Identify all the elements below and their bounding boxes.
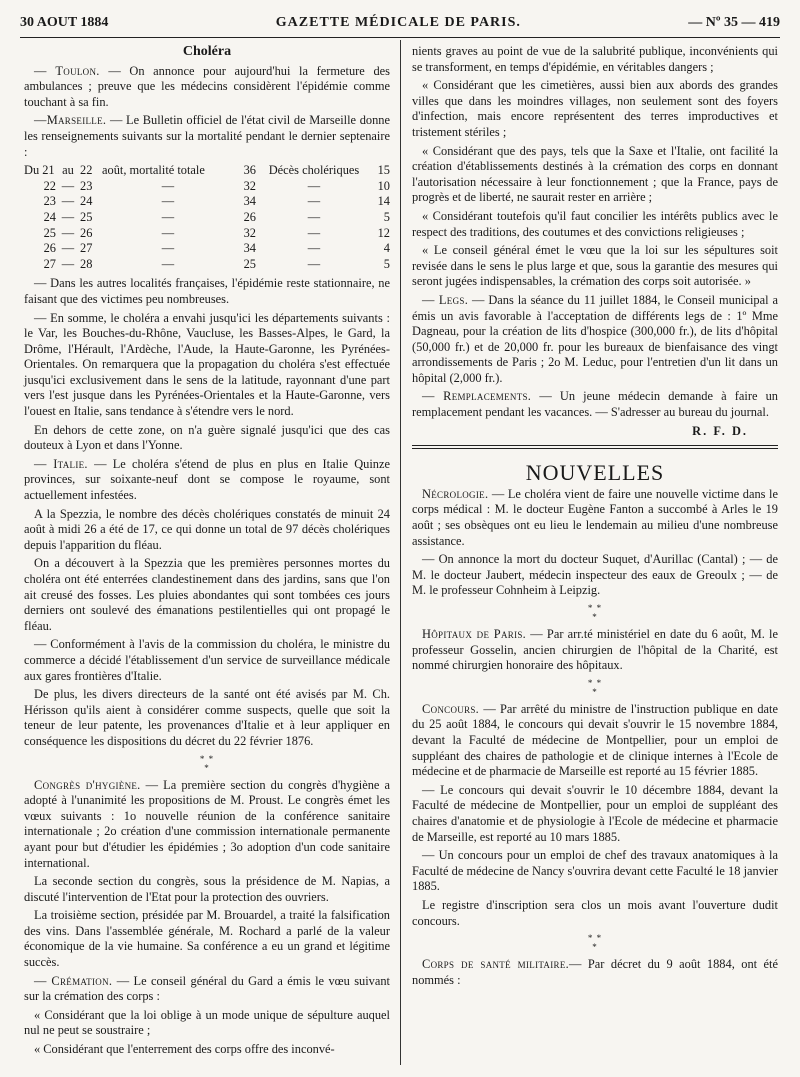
table-cell: 27 xyxy=(43,256,56,271)
journal-title: GAZETTE MÉDICALE DE PARIS. xyxy=(275,15,521,30)
table-cell: 25 xyxy=(43,225,56,240)
dash: — xyxy=(61,241,75,256)
paragraph-considerant-2: « Considérant que l'enterrement des corps offre des inconvé- xyxy=(34,1042,335,1057)
paragraph-spezzia: A la Spezzia, le nombre des décès cholériques constatés de minuit 24 août à midi 26 a été de 17, ce qui donne un total de 97 décès cholériques depuis l'apparition du fléau. xyxy=(24,506,390,552)
dash: — xyxy=(307,256,321,271)
marseille-text: — Le Bulletin officiel de l'état civil de Marseille donne les renseignements suivants sur la mortalité pendant le dernier septenaire : xyxy=(24,113,390,159)
paragraph-saxe: « Considérant que des pays, tels que la Saxe et l'Italie, ont facilité la création d'établissements destinés à la crémation des corps en donnant l'autorisation nécessaire à leur fonctionnement ; que la France, pays de progrès et de liberté, ne saurait rester en arrière ; xyxy=(412,143,778,205)
paragraph-concours-2: — Le concours qui devait s'ouvrir le 10 décembre 1884, devant la Faculté de médecine de Montpellier, pour un emploi de suppléant des chaires d'anatomie et de physiologie à l'Ecole de médecine et pharmacie de Marseille, est reporté au 10 mars 1885. xyxy=(412,782,778,844)
asterism-separator: * * * xyxy=(587,603,603,622)
table-cell: 26 xyxy=(80,225,93,240)
table-row-header xyxy=(24,163,390,179)
dash: — xyxy=(307,194,321,209)
page-number: — Nº 35 — 419 xyxy=(688,15,780,30)
legs-head: — Legs. xyxy=(422,292,469,307)
legs-paragraph xyxy=(412,293,778,387)
asterism-separator: * * * xyxy=(199,753,215,773)
asterism-separator: * * * xyxy=(587,933,603,953)
table-cell: 25 xyxy=(80,209,93,224)
table-row xyxy=(24,226,390,242)
remplacements-head: — Remplacements. xyxy=(422,389,532,404)
section-rule xyxy=(412,445,778,449)
right-column xyxy=(412,44,778,991)
remplacements-text: — Un jeune médecin demande à faire un remplacement pendant les vacances. — S'adresser au bureau du journal. xyxy=(412,389,778,420)
header-date: 30 AOUT 1884 xyxy=(20,15,109,30)
hopitaux-head: Hôpitaux de Paris. xyxy=(422,627,527,641)
necrologie-head: Nécrologie. xyxy=(422,486,489,501)
paragraph-annonce: — On annonce la mort du docteur Suquet, d'Aurillac (Cantal) ; — de M. le docteur Jaubert, médecin inspecteur des eaux de Greoulx ; — de M. le professeur Cohnheim à Leipzig. xyxy=(412,552,778,598)
table-cell: 23 xyxy=(43,194,56,209)
dash: — xyxy=(61,194,75,209)
table-cell: 10 xyxy=(377,178,390,193)
necrologie-paragraph xyxy=(412,487,778,549)
table-cell: 34 xyxy=(243,194,256,209)
concours-paragraph xyxy=(412,702,778,780)
dash: — xyxy=(161,241,175,256)
table-cell: 4 xyxy=(383,241,390,256)
dash: — xyxy=(307,178,321,193)
congres-paragraph xyxy=(24,778,390,872)
paragraph-dans: — Dans les autres localités françaises, l'épidémie reste stationnaire, ne faisant que des victimes peu nombreuses. xyxy=(24,276,390,306)
left-column xyxy=(24,44,390,1061)
paragraph-plus: De plus, les divers directeurs de la santé ont été avisés par M. Ch. Hérisson qu'ils aient à considérer comme suspects, quelle que soit la teneur de leur patente, les provenances d'Italie et à leur appliquer en conséquence les dispositions du décret du 22 février 1876. xyxy=(24,687,390,748)
signature: R. F. D. xyxy=(692,423,748,438)
asterism-separator: * * * xyxy=(587,677,603,697)
necrologie-text: — Le choléra vient de faire une nouvelle victime dans le corps médical : M. le docteur Eugène Fanton a succombé à Arles le 19 août ; ses obsèques ont eu lieu le lendemain au milieu d'une nombreuse assistance. xyxy=(412,486,778,548)
toulon-head: — Toulon. xyxy=(34,63,100,78)
dash: — xyxy=(161,178,175,193)
table-cell: 22 xyxy=(43,178,56,193)
toulon-paragraph xyxy=(24,64,390,111)
italie-text: — Le choléra s'étend de plus en plus en Italie Quinze provinces, sur soixante-neuf dont se compose le royaume, sont actuellement infestées. xyxy=(24,456,390,503)
dash: — xyxy=(307,209,321,224)
paragraph-decouvert: On a découvert à la Spezzia que les premières personnes mortes du choléra ont été enterrées clandestinement dans des jardins, sans que l'on ait creusé des fosses. Les pluies abondantes qui sont tombées ces jours derniers ont soulevé des émanations pestilentielles qui ont propagé le fléau. xyxy=(24,556,390,633)
table-cell: 12 xyxy=(377,225,390,240)
paragraph-voeu: « Le conseil général émet le vœu que la loi sur les sépultures soit revisée dans le sens le plus large et que, sous la garantie des mesures qui seront jugées indispensables, la crémation des corps soit autorisée. » xyxy=(412,243,778,289)
mortality-table xyxy=(24,163,390,272)
paragraph-seconde: La seconde section du congrès, sous la présidence de M. Napias, a discuté l'intervention de l'Etat pour la protection des ouvriers. xyxy=(24,874,390,904)
paragraph-toutefois: « Considérant toutefois qu'il faut concilier les intérêts publics avec le respect des traditions, des coutumes et des convictions religieuses ; xyxy=(412,208,778,239)
paragraph-conforme: — Conformément à l'avis de la commission du choléra, le ministre du commerce a décidé l'établissement d'un service de surveillance médicale aux gares frontières d'Italie. xyxy=(24,637,390,683)
table-row xyxy=(24,179,390,195)
paragraph-considerant-1: « Considérant que la loi oblige à un mode unique de sépulture auquel nul ne peut se soustraire ; xyxy=(24,1007,390,1038)
table-cell: 28 xyxy=(80,256,93,271)
cremation-head: — Crémation. xyxy=(34,973,113,988)
column-divider xyxy=(400,40,401,1065)
italie-head: — Italie. xyxy=(34,456,88,471)
italie-paragraph xyxy=(24,457,390,504)
dash: — xyxy=(161,256,175,271)
table-cell: 32 xyxy=(243,225,256,240)
paragraph-registre: Le registre d'inscription sera clos un mois avant l'ouverture dudit concours. xyxy=(412,897,778,928)
table-cell: 5 xyxy=(383,256,390,271)
corps-sante-text: — Par décret du 9 août 1884, ont été nommés : xyxy=(412,957,779,987)
header-rule xyxy=(20,37,780,38)
paragraph-concours-3: — Un concours pour un emploi de chef des travaux anatomiques à la Faculté de médecine de Nancy s'ouvrira devant cette Faculté le 18 janvier 1885. xyxy=(412,848,778,894)
dash: — xyxy=(61,209,75,224)
table-cell: 34 xyxy=(243,241,256,256)
table-cell: Du 21 xyxy=(24,163,55,178)
paragraph-somme: — En somme, le choléra a envahi jusqu'ici les départements suivants : le Var, les Bouches-du-Rhône, Vaucluse, les Basses-Alpes, le Gard, la Drôme, l'Hérault, l'Ardèche, l'Aude, la Haute-Garonne, les Pyrénées-Orientales. On remarquera que la propagation du choléra s'est effectuée jusqu'ici exclusivement dans le sens de la latitude, rayonnant d'une part vers l'est jusque dans les Pyrénées-Orientales et la Haute-Garonne, vers l'ouest en Italie, sans tendance à s'étendre vers le nord. xyxy=(24,310,390,419)
toulon-text: — On annonce pour aujourd'hui la fermeture des ambulances ; preuve que les médecins considèrent l'épidémie comme touchant à sa fin. xyxy=(24,63,390,109)
table-cell: août, mortalité totale xyxy=(102,163,205,178)
marseille-head: —Marseille. xyxy=(34,113,107,128)
cholera-heading: Choléra xyxy=(182,44,232,59)
dash: — xyxy=(161,194,175,209)
dash: — xyxy=(61,256,75,271)
marseille-paragraph xyxy=(24,113,390,160)
hopitaux-text: — Par arr.té ministériel en date du 6 août, M. le professeur Gosselin, ancien chirurgien de l'hôpital de la Charité, est nommé chirurgien honoraire des hôpitaux. xyxy=(412,627,778,673)
table-cell: 15 xyxy=(377,163,390,178)
dash: — xyxy=(161,225,175,240)
table-cell: 27 xyxy=(80,241,93,256)
hopitaux-paragraph xyxy=(412,627,778,674)
legs-text: — Dans la séance du 11 juillet 1884, le Conseil municipal a émis un avis favorable à l'acceptation de différents legs de : 1º Mme Dagneau, pour la création de lits d'hospice (300,000 fr.), de lits d'hôpital (50,000 fr.) et de 20,000 fr. pour les bureaux de bienfaisance des vingt arrondissements de Paris ; 2o M. Leduc, pour l'entretien d'un lit dans un hôpital (2,000 fr.). xyxy=(412,292,778,385)
cremation-text: — Le conseil général du Gard a émis le vœu suivant sur la crémation des corps : xyxy=(24,973,390,1004)
dash: — xyxy=(307,225,321,240)
dash: — xyxy=(61,178,75,193)
concours-text: — Par arrêté du ministre de l'instruction publique en date du 25 août 1884, le concours qui devait s'ouvrir le 15 novembre 1884, devant la Faculté de médecine de Montpellier, pour un emploi de suppléant des chaires de pathologie et de clinique internes à l'Ecole de médecine et de pharmacie de Marseille est reporté au 15 février 1885. xyxy=(412,701,778,779)
paragraph-troisieme: La troisième section, présidée par M. Brouardel, a traité la falsification des vins. Dans l'assemblée générale, M. Rochard a parlé de la valeur économique de la vie humaine. Sa conférence a eu un grand et légitime succès. xyxy=(24,908,390,970)
table-cell: 25 xyxy=(243,256,256,271)
table-cell: au xyxy=(62,163,74,178)
table-row xyxy=(24,241,390,257)
table-cell: 26 xyxy=(43,241,56,256)
table-cell: 5 xyxy=(383,209,390,224)
table-cell: 24 xyxy=(80,194,93,209)
table-row xyxy=(24,210,390,226)
table-cell: 32 xyxy=(243,178,256,193)
table-cell: 14 xyxy=(377,194,390,209)
page-header xyxy=(20,12,780,34)
table-cell: Décès cholériques xyxy=(268,163,360,178)
paragraph-continuation: nients graves au point de vue de la salubrité publique, inconvénients qui se transforment, en temps d'épidémie, en véritables dangers ; xyxy=(412,44,778,74)
congres-head: Congrès d'hygiène. xyxy=(34,777,141,792)
paragraph-dehors: En dehors de cette zone, on n'a guère signalé jusqu'ici que des cas douteux à Lyon et dans l'Yonne. xyxy=(24,422,390,453)
paragraph-cimetieres: « Considérant que les cimetières, aussi bien aux abords des grandes villes que dans les moindres villages, non seulement sont des foyers d'infection, mais encore représentent des terres improductives et tristement stériles ; xyxy=(412,78,778,139)
table-cell: 22 xyxy=(80,163,93,178)
nouvelles-heading: NOUVELLES xyxy=(525,460,665,486)
remplacements-paragraph xyxy=(412,389,778,420)
table-cell: 23 xyxy=(80,178,93,193)
dash: — xyxy=(307,241,321,256)
congres-text: — La première section du congrès d'hygiène a adopté à l'unanimité les propositions de M. Proust. Le congrès émet les vœux suivants : 1o nouvelle réunion de la conférence sanitaire internationale ; 2o création d'une commission internationale permanente ayant pour but d'étudier les épidémies ; 3o adoption d'un code sanitaire international. xyxy=(24,777,390,870)
dash: — xyxy=(61,225,75,240)
cremation-paragraph xyxy=(24,974,390,1005)
table-row xyxy=(24,257,390,273)
table-cell: 24 xyxy=(43,209,56,224)
dash: — xyxy=(161,209,175,224)
table-row xyxy=(24,194,390,210)
table-cell: 26 xyxy=(243,209,256,224)
table-cell: 36 xyxy=(243,163,256,178)
concours-head: Concours. xyxy=(422,701,480,716)
corps-sante-paragraph xyxy=(412,957,778,988)
corps-sante-head: Corps de santé militaire. xyxy=(422,957,570,972)
